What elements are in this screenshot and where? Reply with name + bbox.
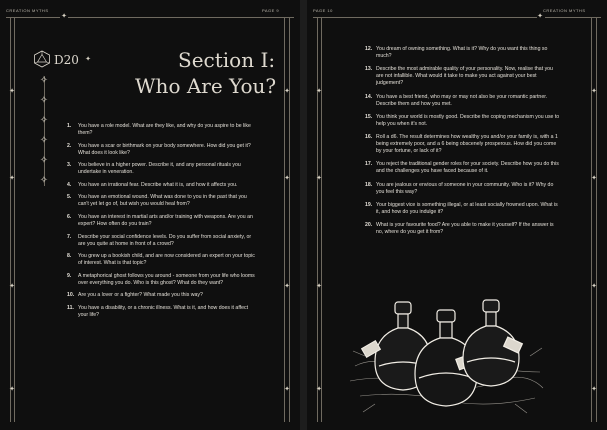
list-item [365,66,561,87]
item-text: You are jealous or envious of someone in your community. Who is it? Why do you feel this way? [376,181,554,195]
prompt-list-left [67,123,257,325]
header-rule [68,17,294,18]
item-number: 13. [365,66,373,73]
list-item [365,222,561,236]
sparkle-star-icon: ✧ [39,95,49,106]
item-text: You dream of owning something. What is it? Why do you want this thing so much? [376,46,548,59]
section-title-line2: Who Are You? [135,74,277,98]
item-text: Roll a d6. The result determines how wealthy you and/or your family is, with a 1 being extremely poor, and a 6 being obscenely prosperous. How did you come by your fortune, or lack of it? [376,134,558,155]
sparkle-star-icon: ✧ [39,135,49,146]
list-item [365,161,561,175]
list-item [67,162,257,176]
list-item [365,202,561,216]
list-item [365,94,561,108]
item-text: Are you a lover or a fighter? What made you this way? [78,292,203,299]
item-text: You have a best friend, who may or may not also be your romantic partner. Describe them and how you met. [376,93,548,107]
item-text: Describe your social confidence levels. Do you suffer from social anxiety, or are you quite at home in front of a crowd? [78,233,252,247]
list-item [67,194,257,208]
border-rail [321,18,322,422]
sparkle-star-icon: ✧ [39,115,49,126]
list-item [67,214,257,228]
header-rule [545,17,601,18]
item-number: 4. [67,181,72,188]
running-head-left: CREATION MYTHS [6,8,49,13]
item-number: 19. [365,202,373,209]
sparkle-star-icon: ✦ [591,283,597,290]
running-head-right: CREATION MYTHS [543,8,586,13]
sparkle-star-icon: ✧ [39,75,49,86]
list-item [365,46,561,60]
list-item [67,143,257,157]
sparkle-star-icon: ✦ [284,283,290,290]
item-text: Your biggest vice is something illegal, or at least socially frowned upon. What is it, and how do you indulge it? [376,202,558,216]
sparkle-star-icon: ✦ [9,175,15,182]
book-gutter [300,0,307,430]
sparkle-star-icon: ✦ [316,386,322,393]
list-item [67,182,257,189]
item-number: 9. [67,272,72,279]
item-text: Describe the most admirable quality of your personality. Now, realise that you are not infallible. What would it take to make you act against your best judgement? [376,66,553,87]
list-item [67,123,257,137]
item-number: 14. [365,93,373,100]
border-rail [289,18,290,422]
item-number: 8. [67,253,72,260]
item-number: 15. [365,113,373,120]
item-number: 12. [365,46,373,52]
page-number-right: PAGE 10 [313,8,333,13]
sparkle-star-icon: ✦ [591,175,597,182]
sparkle-star-icon: ✦ [316,175,322,182]
item-number: 2. [67,142,72,149]
sparkle-star-icon: ✦ [316,88,322,95]
sparkle-star-icon: ✦ [9,283,15,290]
item-number: 20. [365,222,373,229]
potion-bottle [463,300,522,386]
item-text: What is your favourite food? Are you able to make it yourself? If the answer is no, where do you get it from? [376,222,554,236]
sparkle-star-icon: ✦ [284,88,290,95]
item-text: A metaphorical ghost follows you around - someone from your life who looms over everything you do. Who is this ghost? What do they want? [78,272,255,286]
list-item [365,134,561,155]
item-text: You have an emotional wound. What was done to you in the past that you can't yet let go of, but wish you would heal from? [78,194,247,208]
item-number: 6. [67,213,72,220]
sparkle-star-icon: ✦ [284,386,290,393]
item-text: You have an irrational fear. Describe what it is, and how it affects you. [78,181,238,188]
item-text: You have an interest in martial arts and/or training with weapons. Are you an expert? How often do you train? [78,213,253,227]
list-item [67,253,257,267]
item-number: 1. [67,123,72,129]
list-item [67,305,257,319]
sparkle-star-icon: ✦ [591,88,597,95]
item-text: You grew up a bookish child, and are now considered an expert on your topic of interest. What is that topic? [78,253,255,267]
list-item [67,234,257,248]
header-rule [313,17,537,18]
item-text: You have a role model. What are they like, and why do you aspire to be like them? [78,123,251,136]
sparkle-star-icon: ✧ [39,175,49,186]
sparkle-star-icon: ✦ [85,56,91,63]
border-rail [317,18,318,422]
potion-bottles-illustration [345,296,545,416]
item-text: You have a scar or birthmark on your body somewhere. How did you get it? What does it look like? [78,142,251,156]
left-page [0,0,300,430]
item-number: 18. [365,181,373,188]
item-text: You believe in a higher power. Describe it, and any personal rituals you undertake in veneration. [78,162,241,176]
border-rail [591,18,592,422]
prompt-list-right [365,46,561,243]
star-chain-line [44,76,45,186]
list-item [67,273,257,287]
list-item [67,292,257,299]
sparkle-star-icon: ✦ [316,283,322,290]
item-number: 17. [365,161,373,168]
item-number: 11. [67,304,74,311]
list-item [365,114,561,128]
sparkle-star-icon: ✧ [39,155,49,166]
page-number-left: PAGE 9 [262,8,280,13]
item-number: 3. [67,162,72,169]
border-rail [284,18,285,422]
sparkle-star-icon: ✦ [9,386,15,393]
section-title-line1: Section I: [178,48,276,72]
d20-die-icon [33,50,51,68]
border-rail [14,18,15,422]
border-rail [10,18,11,422]
item-text: You reject the traditional gender roles for your society. Describe how you do this and the challenges you have faced because of it. [376,161,559,175]
item-number: 16. [365,134,373,141]
d20-label: D20 [54,53,79,67]
item-text: You have a disability, or a chronic illness. What is it, and how does it affect your life? [78,304,249,318]
border-rail [596,18,597,422]
list-item [365,182,561,196]
item-number: 5. [67,194,72,201]
item-text: You think your world is mostly good. Describe the coping mechanism you use to help you when it's not. [376,113,560,127]
sparkle-star-icon: ✦ [9,88,15,95]
sparkle-star-icon: ✦ [537,13,543,20]
sparkle-star-icon: ✦ [591,386,597,393]
item-number: 7. [67,233,72,240]
item-number: 10. [67,292,75,299]
sparkle-star-icon: ✦ [284,175,290,182]
sparkle-star-icon: ✦ [61,13,67,20]
